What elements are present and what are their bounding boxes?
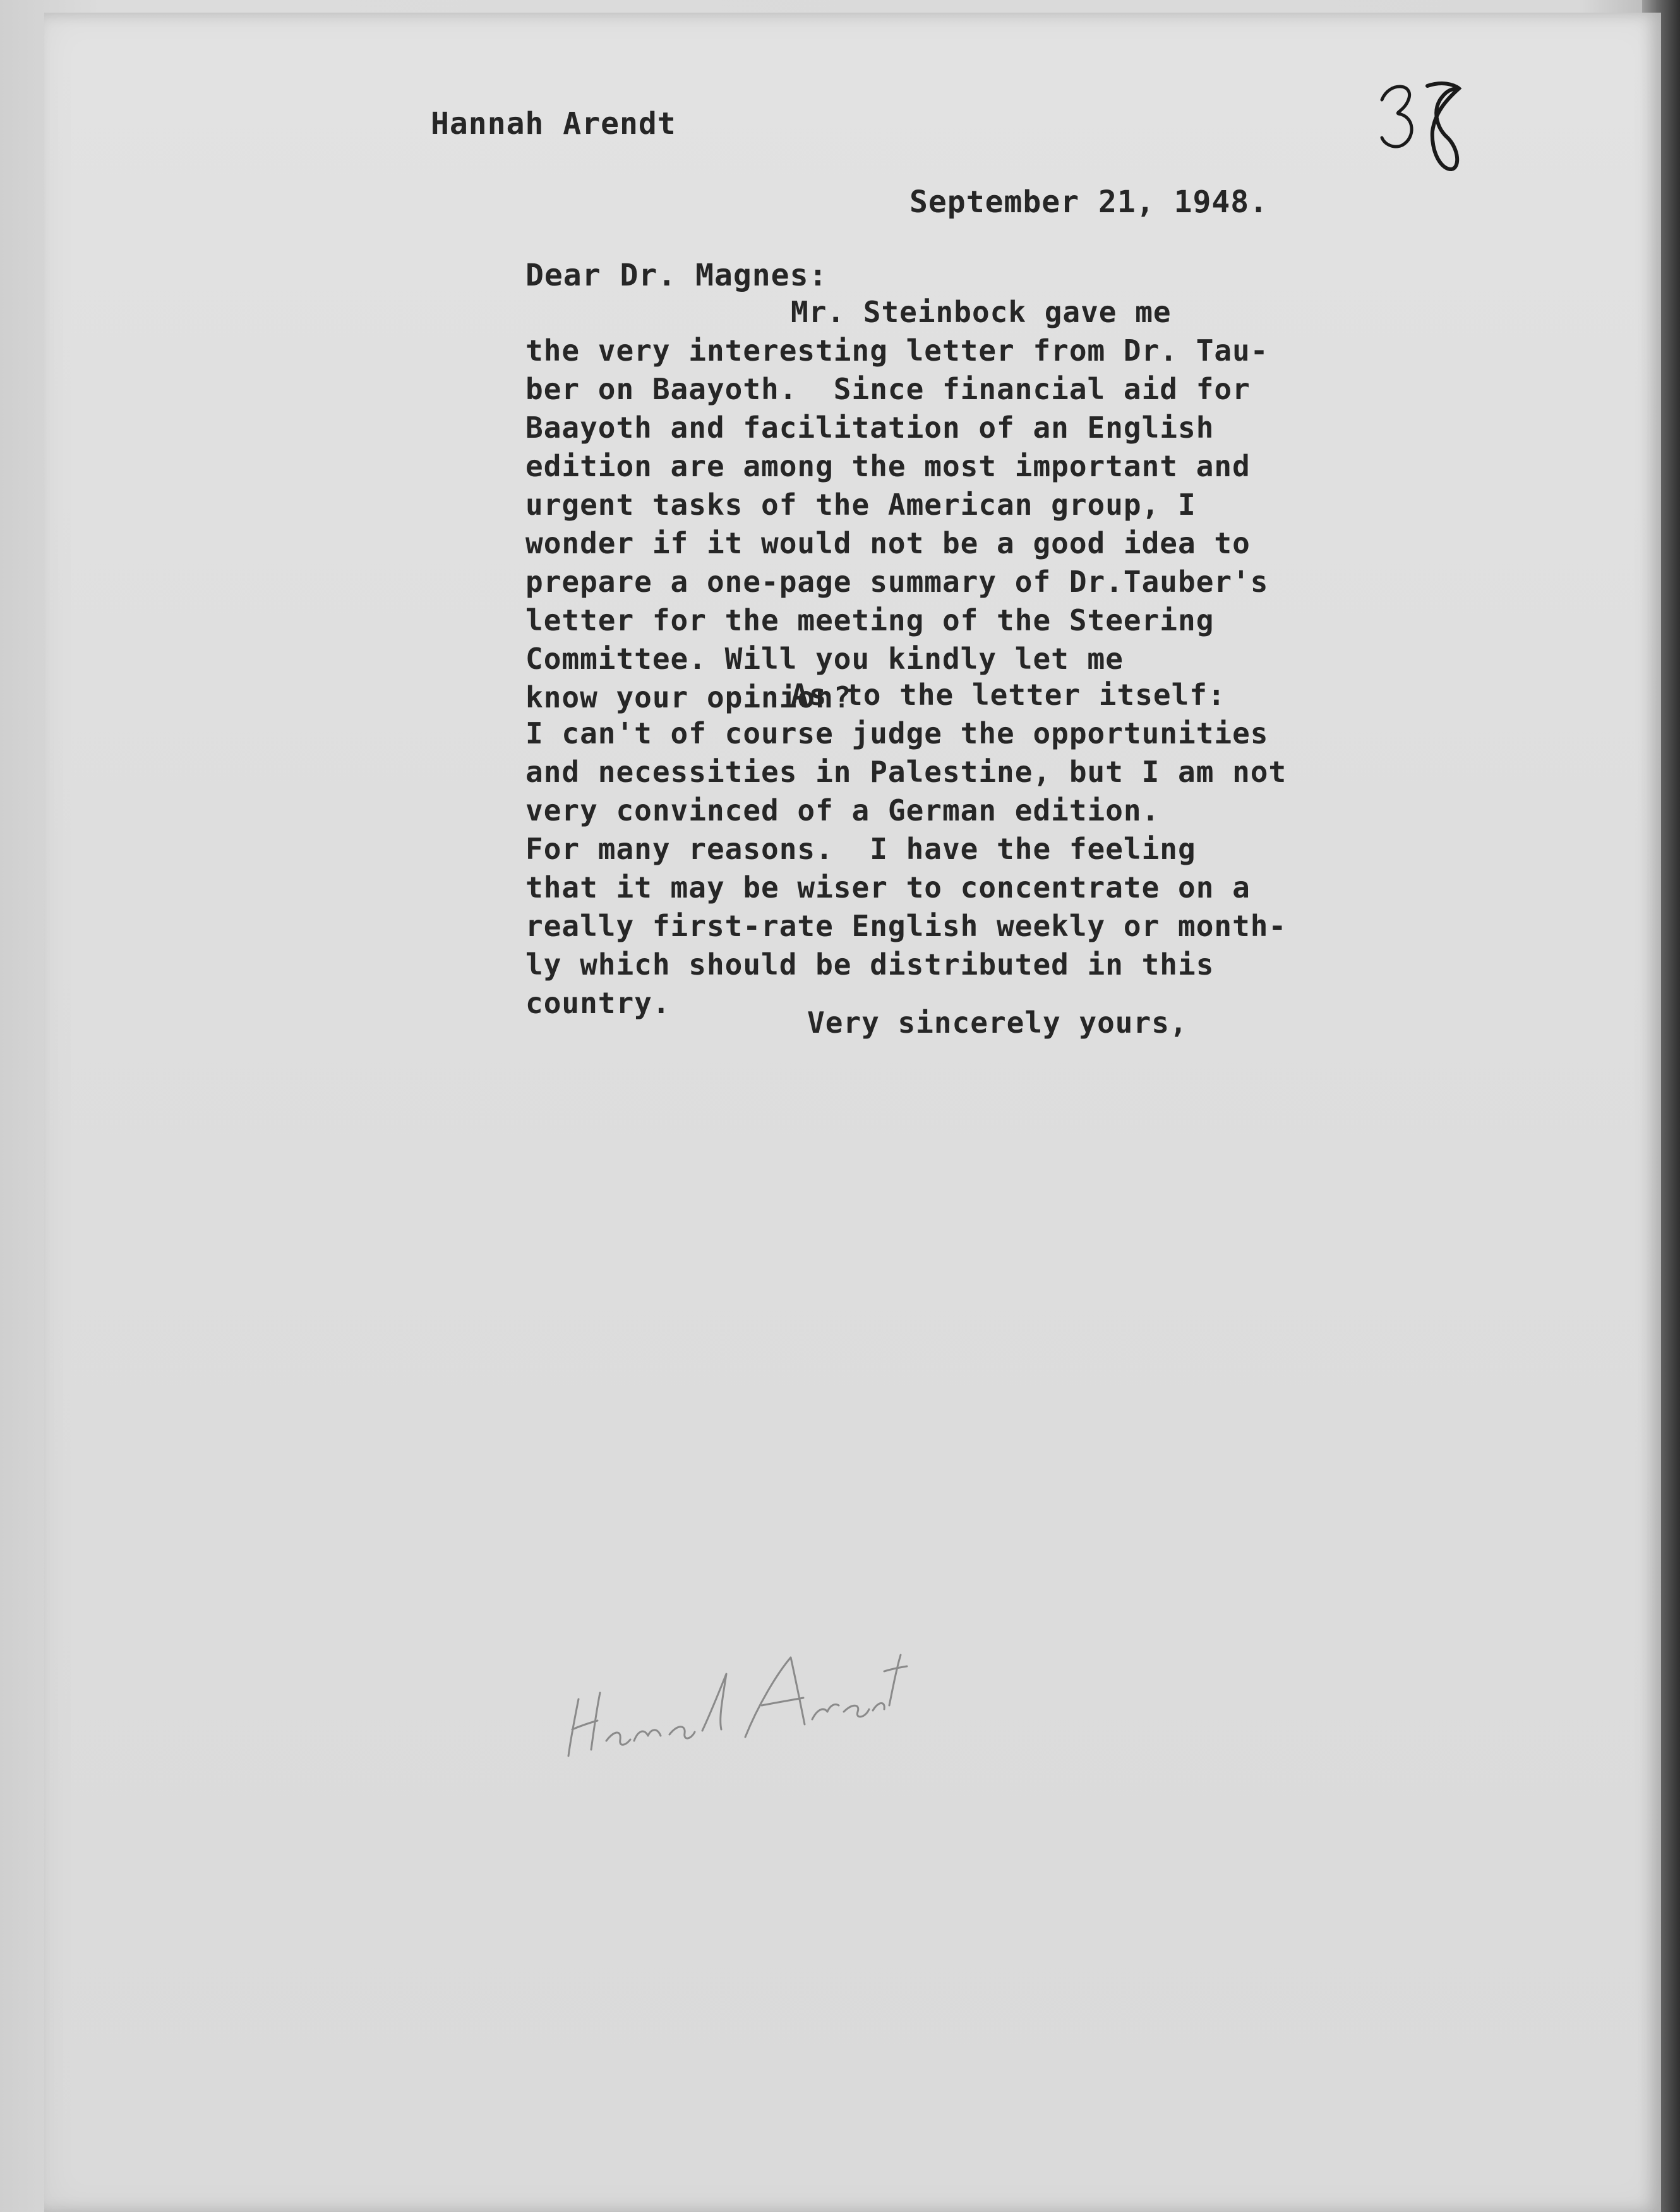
body-line: prepare a one-page summary of Dr.Tauber's bbox=[525, 565, 1269, 599]
page-number bbox=[1377, 75, 1465, 182]
body-line: that it may be wiser to concentrate on a bbox=[525, 870, 1251, 905]
body-line: know your opinion? bbox=[525, 680, 852, 714]
body-line: letter for the meeting of the Steering bbox=[525, 603, 1215, 637]
body-line: edition are among the most important and bbox=[525, 449, 1251, 483]
body-line: ly which should be distributed in this bbox=[525, 947, 1215, 982]
body-line: Mr. Steinbock gave me bbox=[791, 295, 1172, 329]
body-line: For many reasons. I have the feeling bbox=[525, 832, 1196, 866]
body-line: As to the letter itself: bbox=[791, 678, 1226, 712]
body-line: very convinced of a German edition. bbox=[525, 793, 1160, 827]
body-line: the very interesting letter from Dr. Tau- bbox=[525, 334, 1269, 368]
body-line: ber on Baayoth. Since financial aid for bbox=[525, 372, 1251, 406]
body-line: really first-rate English weekly or month- bbox=[525, 909, 1287, 943]
body-paragraph-2 bbox=[525, 676, 1287, 1023]
body-line: Committee. Will you kindly let me bbox=[525, 642, 1124, 676]
body-line: Baayoth and facilitation of an English bbox=[525, 411, 1215, 445]
body-line: and necessities in Palestine, but I am not bbox=[525, 755, 1287, 789]
author-heading: Hannah Arendt bbox=[431, 106, 676, 141]
body-paragraph-1 bbox=[525, 293, 1268, 717]
body-line: urgent tasks of the American group, I bbox=[525, 488, 1196, 522]
body-line: country. bbox=[525, 986, 671, 1020]
body-line: wonder if it would not be a good idea to bbox=[525, 526, 1251, 560]
handwritten-signature bbox=[556, 1617, 909, 1769]
body-line: I can't of course judge the opportunities bbox=[525, 716, 1269, 750]
closing-line: Very sincerely yours, bbox=[807, 1006, 1188, 1040]
letter-date: September 21, 1948. bbox=[909, 184, 1269, 220]
salutation: Dear Dr. Magnes: bbox=[525, 258, 828, 293]
